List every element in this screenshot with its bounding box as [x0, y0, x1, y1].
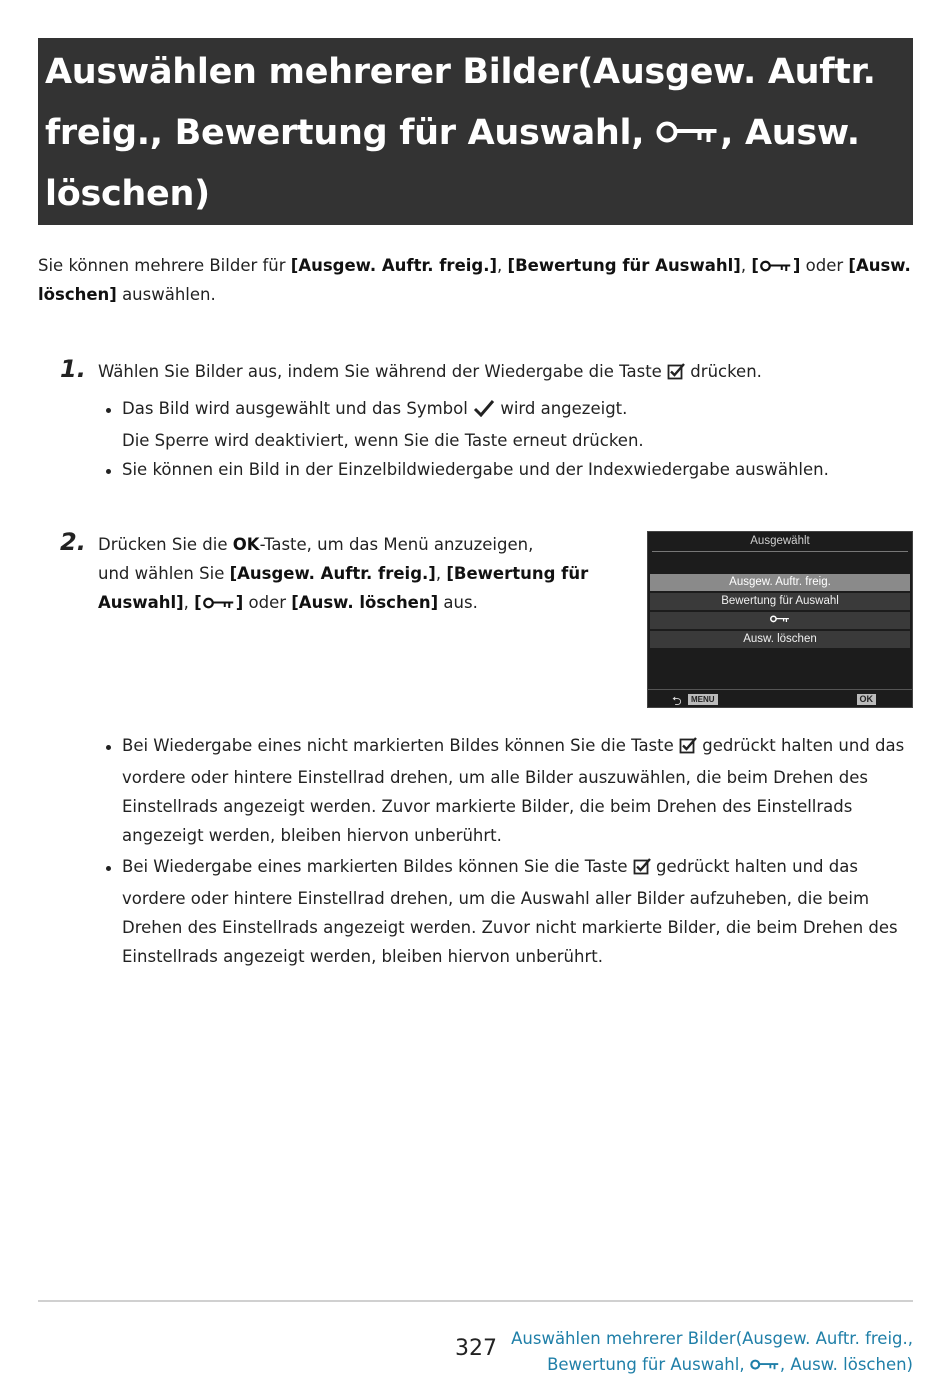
intro-option-4b: löschen] — [38, 285, 117, 304]
intro-sep: , — [497, 256, 508, 275]
intro-paragraph — [38, 251, 913, 309]
camera-menu-item: Ausgew. Auftr. freig. — [650, 574, 910, 591]
intro-text: Sie können mehrere Bilder für — [38, 256, 291, 275]
intro-text: oder — [800, 256, 849, 275]
title-part4: löschen) — [45, 174, 210, 214]
bullet-text: Bei Wiedergabe eines markierten Bildes können Sie die Taste — [122, 857, 633, 876]
intro-option-2: [Bewertung für Auswahl] — [507, 256, 741, 275]
key-icon — [750, 1359, 780, 1372]
list-item — [98, 731, 913, 850]
step-2-text: oder — [243, 593, 292, 612]
step-2-number: 2. — [60, 528, 86, 556]
step-1-number: 1. — [60, 355, 86, 383]
title-part3: , Ausw. — [720, 113, 860, 153]
step-2-sep: , — [435, 564, 447, 583]
back-arrow-icon: ⮌ — [672, 694, 682, 708]
bullet-text: gedrückt halten und das vordere oder hintere Einstellrad drehen, um alle Bilder auszuwählen, die beim Drehen des Einstellrads angezeigt werden. Zuvor markierte Bilder, die beim Drehen des Einstellrads angezeigt werden, bleiben hiervon unberührt. — [122, 736, 905, 845]
camera-menu-title: Ausgewählt — [750, 535, 810, 547]
bullet-text: Bei Wiedergabe eines nicht markierten Bildes können Sie die Taste — [122, 736, 680, 755]
step-1-text-b: drücken. — [685, 362, 762, 381]
list-item — [98, 455, 913, 484]
step-2-text: aus. — [438, 593, 478, 612]
key-icon — [770, 615, 790, 624]
title-part1: Auswählen mehrerer Bilder(Ausgew. Auftr. — [45, 52, 876, 92]
bullet-text: Die Sperre wird deaktiviert, wenn Sie die Taste erneut drücken. — [122, 431, 644, 450]
footer-link-line2a[interactable]: Bewertung für Auswahl, — [547, 1355, 750, 1374]
step-1-text — [98, 357, 762, 389]
key-icon — [759, 260, 793, 274]
key-icon — [202, 597, 236, 611]
menu-badge: MENU — [688, 694, 718, 705]
step-2-text: -Taste, um das Menü anzuzeigen, — [259, 535, 534, 554]
camera-menu-item-protect — [650, 612, 910, 629]
check-icon — [473, 397, 495, 426]
intro-bracket-open: [ — [751, 256, 759, 275]
ok-key-label: OK — [232, 535, 260, 554]
bullet-text: gedrückt halten und das vordere oder hintere Einstellrad drehen, um die Auswahl aller Bilder aufzuheben, die beim Drehen des Einstellrads angezeigt werden. Zuvor nicht markierte Bilder, die beim Drehen des Einstellrads angezeigt werden, bleiben hiervon unberührt. — [122, 857, 898, 966]
list-item — [98, 852, 913, 971]
footer-link-line2b[interactable]: , Ausw. löschen) — [779, 1355, 913, 1374]
step-2-bullets — [98, 731, 913, 971]
check-box-icon — [679, 734, 697, 763]
camera-menu-footer-divider — [648, 689, 912, 690]
step-1-bullets — [98, 394, 913, 484]
intro-option-4a: [Ausw. — [848, 256, 911, 275]
step-2-option-4: [Ausw. löschen] — [291, 593, 439, 612]
step-2-text: Drücken Sie die — [98, 535, 233, 554]
check-box-icon — [667, 360, 685, 389]
bullet-text: Das Bild wird ausgewählt und das Symbol — [122, 399, 474, 418]
bullet-text: Sie können ein Bild in der Einzelbildwiedergabe und der Indexwiedergabe auswählen. — [122, 460, 829, 479]
step-2-sep: , — [183, 593, 195, 612]
step-2-option-2b: Auswahl] — [98, 593, 184, 612]
intro-bracket-close: ] — [792, 256, 801, 275]
camera-menu-item: Bewertung für Auswahl — [650, 593, 910, 610]
page-number: 327 — [455, 1336, 497, 1361]
intro-text: auswählen. — [116, 285, 216, 304]
step-2-text — [98, 530, 618, 617]
footer-link-line1[interactable]: Auswählen mehrerer Bilder(Ausgew. Auftr. freig., — [511, 1329, 913, 1348]
key-icon — [656, 120, 720, 148]
step-2-option-2a: [Bewertung für — [446, 564, 589, 583]
step-2-option-1: [Ausgew. Auftr. freig.] — [229, 564, 436, 583]
step-2-text: und wählen Sie — [98, 564, 230, 583]
footer-section-link[interactable] — [493, 1326, 913, 1378]
step-2-bracket-close: ] — [235, 593, 244, 612]
page-title — [45, 42, 905, 225]
step-2-bracket-open: [ — [194, 593, 202, 612]
intro-option-1: [Ausgew. Auftr. freig.] — [290, 256, 498, 275]
page-title-box — [38, 38, 913, 225]
camera-menu-screenshot — [647, 531, 913, 708]
step-1-text-a: Wählen Sie Bilder aus, indem Sie während der Wiedergabe die Taste — [98, 362, 668, 381]
check-box-icon — [633, 855, 651, 884]
intro-sep: , — [740, 256, 752, 275]
bullet-text: wird angezeigt. — [495, 399, 628, 418]
camera-menu-divider — [652, 551, 908, 552]
camera-menu-item: Ausw. löschen — [650, 631, 910, 648]
ok-badge: OK — [857, 694, 877, 705]
footer-divider — [38, 1300, 913, 1302]
list-item — [98, 394, 913, 455]
title-part2: freig., Bewertung für Auswahl, — [45, 113, 645, 153]
